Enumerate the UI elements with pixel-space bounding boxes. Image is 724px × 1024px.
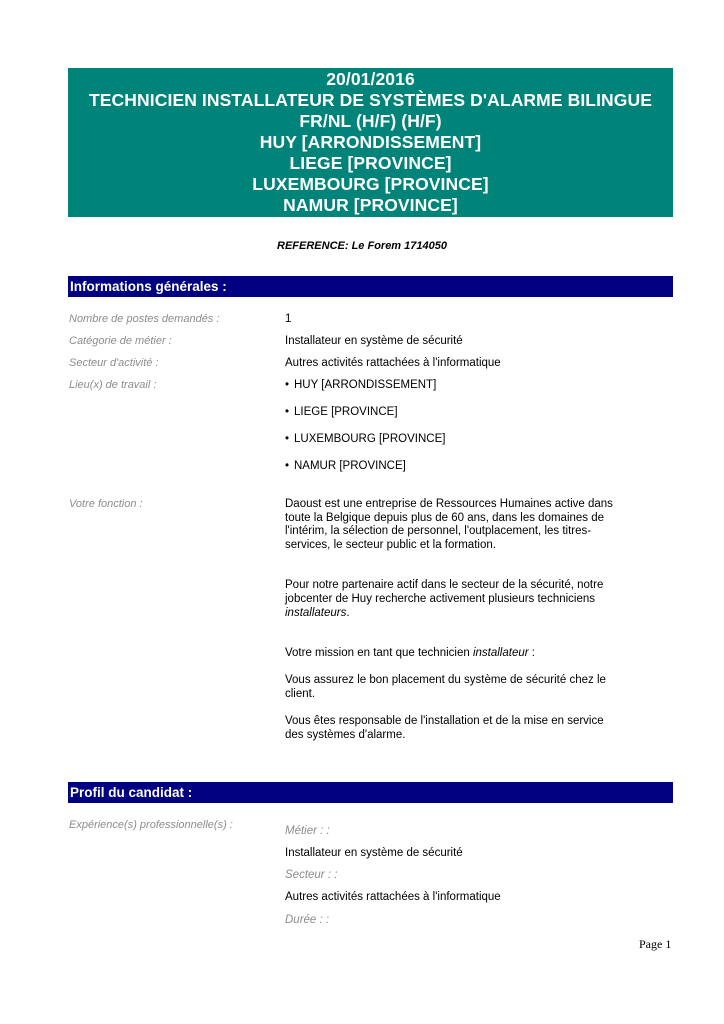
bullet-icon: • xyxy=(285,460,290,472)
fonction-paragraph-3: Votre mission en tant que technicien installateur : xyxy=(285,647,535,660)
secteur-label: Secteur d'activité : xyxy=(69,357,159,369)
location-namur: NAMUR [PROVINCE] xyxy=(283,195,458,215)
lieux-label: Lieu(x) de travail : xyxy=(69,379,157,391)
fonction-paragraph-5: Vous êtes responsable de l'installation et de la mise en service des systèmes d'alarme. xyxy=(285,715,604,741)
section-general-heading: Informations générales : xyxy=(68,276,673,297)
fonction-label: Votre fonction : xyxy=(69,498,143,510)
posting-date: 20/01/2016 xyxy=(326,69,415,89)
list-item: • NAMUR [PROVINCE] xyxy=(285,460,406,472)
postes-value: 1 xyxy=(285,313,292,325)
metier-value: Installateur en système de sécurité xyxy=(285,847,463,859)
reference: REFERENCE: Le Forem 1714050 xyxy=(277,240,447,252)
section-profil-heading: Profil du candidat : xyxy=(68,782,673,803)
list-item: • LIEGE [PROVINCE] xyxy=(285,406,398,418)
location-huy: HUY [ARRONDISSEMENT] xyxy=(259,132,482,152)
job-title-line2: FR/NL (H/F) (H/F) xyxy=(299,111,442,131)
fonction-paragraph-2: Pour notre partenaire actif dans le secteur de la sécurité, notre jobcenter de Huy recherche activement plusieurs techniciens installateurs. xyxy=(285,579,604,619)
categorie-label: Catégorie de métier : xyxy=(69,335,172,347)
bullet-icon: • xyxy=(285,433,290,445)
page-number: Page 1 xyxy=(639,937,672,951)
job-title-banner xyxy=(68,68,673,217)
list-item: • LUXEMBOURG [PROVINCE] xyxy=(285,433,446,445)
fonction-description xyxy=(285,498,625,742)
profil-secteur-label: Secteur : : xyxy=(285,869,338,881)
postes-label: Nombre de postes demandés : xyxy=(69,313,220,325)
list-item: • HUY [ARRONDISSEMENT] xyxy=(285,379,437,391)
metier-label: Métier : : xyxy=(285,825,330,837)
duree-label: Durée : : xyxy=(285,914,330,926)
experience-label: Expérience(s) professionnelle(s) : xyxy=(69,819,233,831)
location-luxembourg: LUXEMBOURG [PROVINCE] xyxy=(252,174,489,194)
job-title: TECHNICIEN INSTALLATEUR DE SYSTÈMES D'ALARME BILINGUE xyxy=(89,90,652,110)
bullet-icon: • xyxy=(285,406,290,418)
secteur-value: Autres activités rattachées à l'informatique xyxy=(285,357,501,369)
categorie-value: Installateur en système de sécurité xyxy=(285,335,463,347)
fonction-paragraph-4: Vous assurez le bon placement du système de sécurité chez le client. xyxy=(285,674,606,700)
location-liege: LIEGE [PROVINCE] xyxy=(289,153,452,173)
fonction-paragraph-1: Daoust est une entreprise de Ressources Humaines active dans toute la Belgique depuis plus de 60 ans, dans les domaines de l'intérim, la sélection de personnel, l'outplacement, les titres-services, le secteur public et la formation. xyxy=(285,498,613,551)
bullet-icon: • xyxy=(285,379,290,391)
profil-secteur-value: Autres activités rattachées à l'informatique xyxy=(285,891,501,903)
